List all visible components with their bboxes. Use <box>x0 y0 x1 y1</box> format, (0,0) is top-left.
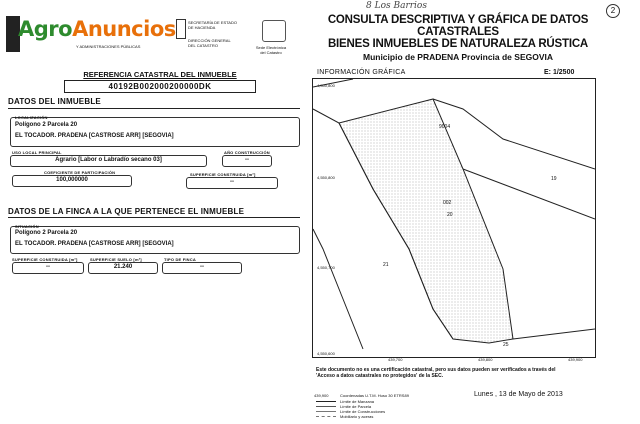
parcel-20-area <box>339 99 513 343</box>
header <box>0 8 300 64</box>
parcel-boundary <box>313 229 363 349</box>
legend-line-parcela <box>316 406 336 407</box>
title-line3: Municipio de PRADENA Provincia de SEGOVIA <box>362 52 554 62</box>
uso-value: Agrario [Labor o Labradío secano 03] <box>55 157 162 163</box>
situacion-label: SITUACIÓN <box>15 224 39 229</box>
sup-suelo-value: 21.240 <box>113 264 133 270</box>
title-line2: BIENES INMUEBLES DE NATURALEZA RÚSTICA <box>327 38 589 50</box>
tipo-value: -- <box>200 264 204 270</box>
sup-suelo-box <box>88 262 158 274</box>
legend-item-1: Coordenadas U.T.M. Huso 30 ETRS89 <box>340 393 409 398</box>
situacion-line1: Polígono 2 Parcela 20 <box>15 230 78 236</box>
coord-mid-left-2: 4,550,700 <box>317 265 335 270</box>
divider <box>8 108 300 109</box>
parcel-label-9004: 9004 <box>439 124 451 130</box>
localizacion-box <box>10 117 300 147</box>
sup-const-value: -- <box>230 179 234 185</box>
ano-value: -- <box>245 157 249 163</box>
sede-line2: del Catastro <box>260 50 282 55</box>
uso-label: USO LOCAL PRINCIPAL <box>12 150 62 155</box>
ministry-line2: DE HACIENDA <box>188 25 216 30</box>
catastro-line2: DEL CATASTRO <box>188 43 218 48</box>
coord-bottom-2: 439,800 <box>478 357 493 362</box>
note-line2: 'Acceso a datos catastrales no protegidos' de la SEC. <box>316 373 444 379</box>
referencia-value: 40192B002000200000DK <box>64 80 256 93</box>
legend-item-3: Límite de Parcela <box>340 404 372 409</box>
coord-bottom-1: 439,700 <box>388 357 403 362</box>
logo-subtitle: Y ADMINISTRACIONES PÚBLICAS <box>76 44 141 49</box>
finca-sup-const-label: SUPERFICIE CONSTRUIDA [m²] <box>12 257 78 262</box>
sup-const-label: SUPERFICIE CONSTRUIDA [m²] <box>190 172 256 177</box>
note-line1: Este documento no es una certificación catastral, pero sus datos pueden ser verificados a través del <box>316 367 556 373</box>
coef-label: COEFICIENTE DE PARTICIPACIÓN <box>44 170 116 175</box>
agroanuncios-logo: AgroAnuncios <box>18 17 176 41</box>
finca-sup-const-box <box>12 262 84 274</box>
legend-item-4: Límite de Construcciones <box>340 409 386 414</box>
handwritten-note: 8 Los Barrios <box>366 1 427 11</box>
coord-bottom-3: 439,900 <box>568 357 583 362</box>
referencia-label: REFERENCIA CATASTRAL DEL INMUEBLE <box>83 70 237 79</box>
tipo-label: TIPO DE FINCA <box>164 257 196 262</box>
tipo-box <box>162 262 242 274</box>
divider <box>8 217 300 218</box>
legend-item-2: Límite de Manzana <box>340 399 375 404</box>
ano-label: AÑO CONSTRUCCIÓN <box>224 150 270 155</box>
sede-logo-icon <box>262 20 286 42</box>
parcel-label-25: 25 <box>503 342 509 348</box>
catastro-line1: DIRECCIÓN GENERAL <box>188 38 231 43</box>
parcel-boundary <box>513 329 595 339</box>
localizacion-line1: Polígono 2 Parcela 20 <box>15 122 78 128</box>
ministry-emblem-icon <box>176 19 186 39</box>
situacion-box <box>10 226 300 254</box>
legend-line-manzana <box>316 401 336 402</box>
ministry-line1: SECRETARÍA DE ESTADO <box>188 20 237 25</box>
map-drawing <box>313 79 595 357</box>
parcel-boundary <box>463 169 595 219</box>
sup-suelo-label: SUPERFICIE SUELO [m²] <box>90 257 142 262</box>
legend-line-construcciones <box>316 411 336 412</box>
coord-bottom-left: 4,550,600 <box>317 351 335 356</box>
situacion-line2: EL TOCADOR. PRADENA [CASTROSE ARR] [SEGOVIA] <box>15 241 174 247</box>
parcel-label-002: 002 <box>443 200 452 206</box>
circled-mark: 2 <box>606 4 620 18</box>
parcel-label-19: 19 <box>551 176 557 182</box>
title-line1: CONSULTA DESCRIPTIVA Y GRÁFICA DE DATOS CATASTRALES <box>327 14 589 38</box>
grafica-scale: E: 1/2500 <box>544 69 575 76</box>
finca-sup-const-value: -- <box>46 264 50 270</box>
datos-finca-title: DATOS DE LA FINCA A LA QUE PERTENECE EL INMUEBLE <box>8 207 245 216</box>
sede-line1: Sede Electrónica <box>255 45 287 50</box>
document-title <box>300 14 616 62</box>
legend-coord: 439,900 <box>314 393 329 398</box>
disclaimer-note <box>316 367 606 379</box>
datos-inmueble-title: DATOS DEL INMUEBLE <box>8 97 101 106</box>
grafica-label: INFORMACIÓN GRÁFICA <box>317 69 406 76</box>
legend-item-5: Mobiliario y aceras <box>340 414 374 419</box>
localizacion-label: LOCALIZACIÓN <box>15 115 48 120</box>
cadastral-map <box>312 78 596 358</box>
coef-box <box>12 175 132 187</box>
uso-box <box>10 155 207 167</box>
localizacion-line2: EL TOCADOR. PRADENA [CASTROSE ARR] [SEGOVIA] <box>15 133 174 139</box>
coord-top-left: 4,550,800 <box>317 83 335 88</box>
parcel-label-21: 21 <box>383 262 389 268</box>
sup-const-box <box>186 177 278 189</box>
legend-line-mobiliario <box>316 416 336 417</box>
parcel-label-20: 20 <box>447 212 453 218</box>
coef-value: 100,000000 <box>56 177 88 183</box>
document-date: Lunes , 13 de Mayo de 2013 <box>474 391 563 398</box>
coord-mid-left-1: 4,550,800 <box>317 175 335 180</box>
ano-box <box>222 155 272 167</box>
